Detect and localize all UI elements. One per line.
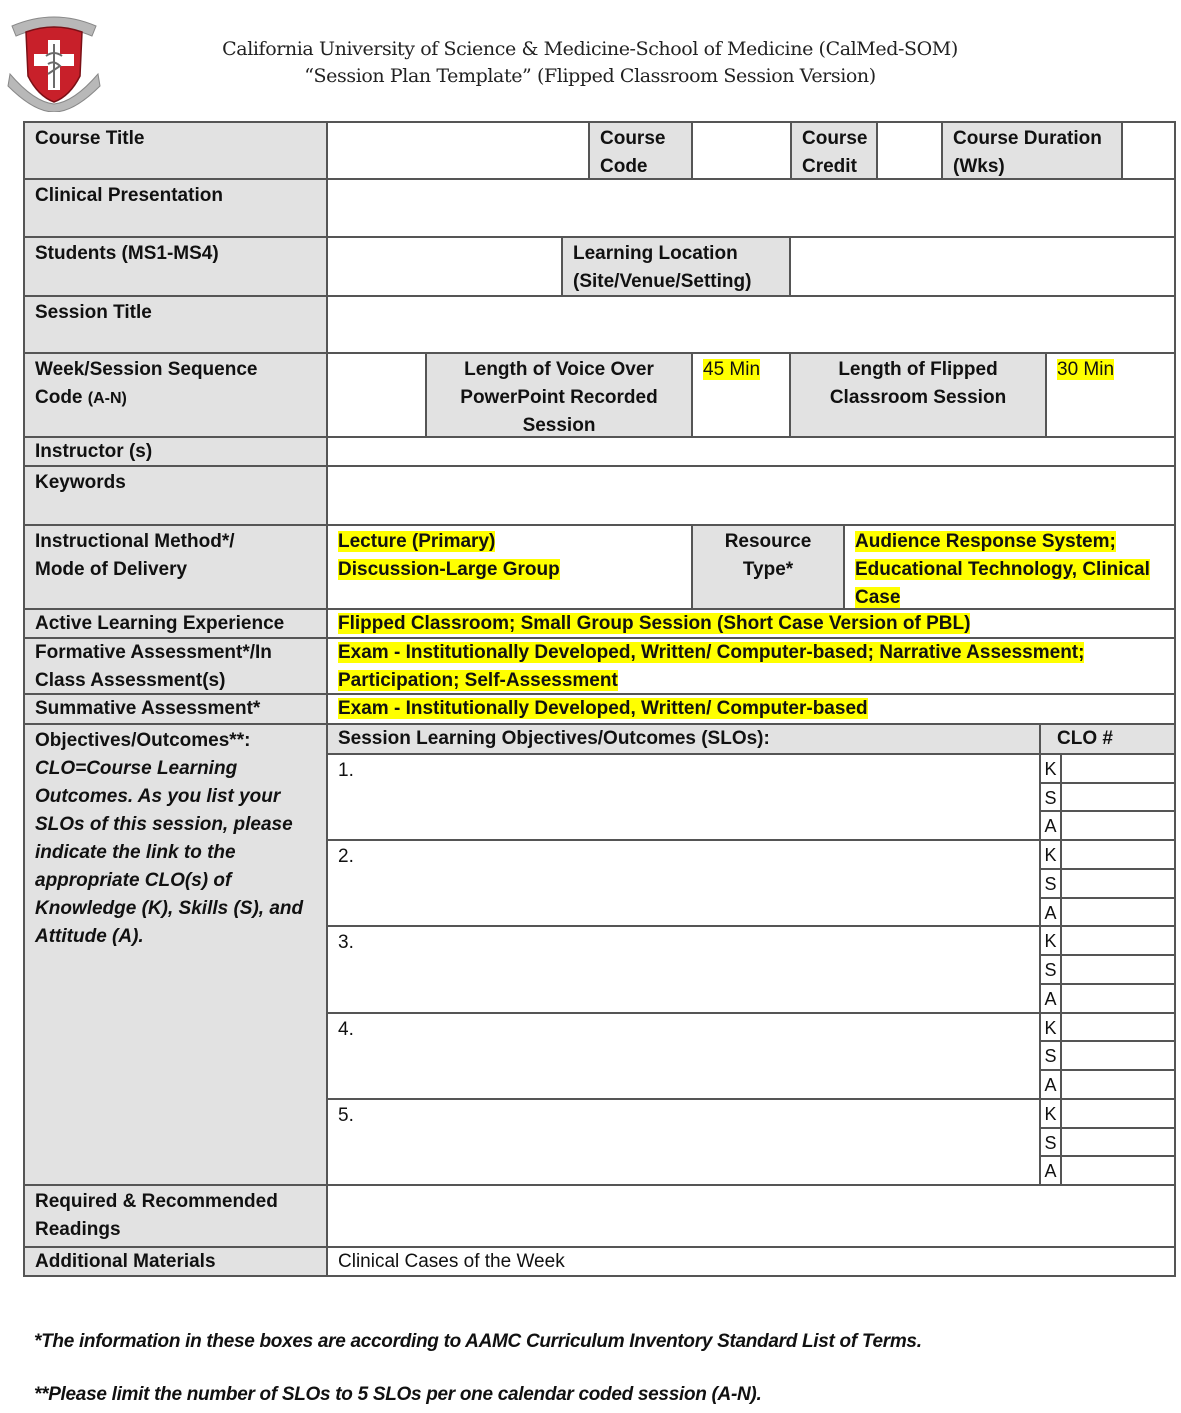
slo-number: 1. — [338, 760, 354, 781]
clo-letter: S — [1039, 1129, 1062, 1158]
slo-number: 2. — [338, 846, 354, 868]
clo-letter: K — [1039, 1014, 1062, 1043]
clo-letter: S — [1039, 870, 1062, 899]
voice-over-length-label — [427, 354, 693, 438]
resource-type-field[interactable] — [845, 526, 1174, 610]
clo-letter: K — [1039, 755, 1062, 784]
clo-number-field[interactable] — [1062, 1042, 1174, 1071]
objectives-note-line: indicate the link to the — [35, 842, 236, 863]
week-session-label — [25, 354, 328, 438]
instructional-method-value-2: Discussion-Large Group — [338, 559, 560, 580]
clinical-presentation-field[interactable] — [328, 180, 1174, 238]
formative-assessment-field[interactable] — [328, 639, 1174, 695]
course-code-field[interactable] — [693, 123, 792, 180]
flipped-length-label — [791, 354, 1047, 438]
session-plan-form — [23, 121, 1176, 1277]
instructional-method-field[interactable] — [328, 526, 693, 610]
summative-assessment-label: Summative Assessment* — [25, 695, 328, 725]
keywords-field[interactable] — [328, 467, 1174, 526]
summative-value: Exam - Institutionally Developed, Written/ Computer-based — [338, 698, 868, 719]
instructor-label: Instructor (s) — [25, 438, 328, 467]
clo-letter: K — [1039, 927, 1062, 956]
clo-letter: A — [1039, 1157, 1062, 1186]
resource-type-label-line2: Type* — [742, 559, 794, 580]
objectives-note-line: Attitude (A). — [35, 926, 144, 947]
objectives-note-line: CLO=Course Learning — [35, 758, 238, 779]
slo-number: 5. — [338, 1104, 354, 1126]
resource-type-label — [693, 526, 845, 610]
footnote-slo-limit: **Please limit the number of SLOs to 5 SLOs per one calendar coded session (A-N). — [34, 1384, 762, 1405]
readings-label-line2: Readings — [35, 1219, 121, 1240]
instructor-field[interactable] — [328, 438, 1174, 467]
flipped-label-line1: Length of Flipped — [838, 359, 998, 380]
formative-label-line1: Formative Assessment*/In — [35, 642, 272, 663]
week-session-code-text: Code — [35, 387, 88, 408]
course-code-label — [590, 123, 693, 180]
objectives-label-title: Objectives/Outcomes**: — [35, 730, 251, 751]
clo-number-field[interactable] — [1062, 870, 1174, 899]
formative-value-1: Exam - Institutionally Developed, Written/ Computer-based; Narrative Assessment; — [338, 642, 1085, 663]
clo-letter: A — [1039, 1071, 1062, 1100]
course-title-field[interactable] — [328, 123, 590, 180]
active-learning-label: Active Learning Experience — [25, 610, 328, 639]
clo-letter: A — [1039, 812, 1062, 841]
clo-number-field[interactable] — [1062, 784, 1174, 813]
readings-label-line1: Required & Recommended — [35, 1191, 278, 1212]
clo-number-field[interactable] — [1062, 1071, 1174, 1100]
objectives-label — [25, 725, 328, 1186]
clo-letter: K — [1039, 841, 1062, 870]
footnote-aamc-terms: *The information in these boxes are according to AAMC Curriculum Inventory Standard List of Terms. — [34, 1331, 922, 1352]
additional-materials-field[interactable]: Clinical Cases of the Week — [338, 1251, 565, 1272]
voice-over-label-line1: Length of Voice Over — [464, 359, 654, 380]
keywords-label: Keywords — [25, 467, 328, 526]
students-label: Students (MS1-MS4) — [25, 238, 328, 297]
course-duration-label — [943, 123, 1123, 180]
learning-location-label — [563, 238, 791, 297]
readings-field[interactable] — [328, 1186, 1174, 1248]
instructional-method-label-line2: Mode of Delivery — [35, 559, 188, 580]
objectives-note-line: appropriate CLO(s) of — [35, 870, 232, 891]
formative-value-2: Participation; Self-Assessment — [338, 670, 618, 691]
resource-type-value-2: Educational Technology, Clinical — [855, 559, 1150, 580]
voice-over-label-line3: Session — [522, 415, 596, 436]
slo-number: 4. — [338, 1018, 354, 1040]
week-session-label-line1: Week/Session Sequence — [35, 359, 258, 380]
clo-letter: A — [1039, 985, 1062, 1014]
students-field[interactable] — [328, 238, 563, 297]
course-duration-label-line1: Course Duration — [953, 128, 1102, 149]
flipped-length-field[interactable] — [1047, 354, 1174, 438]
flipped-length-value: 30 Min — [1057, 359, 1115, 380]
clo-number-field[interactable] — [1062, 812, 1174, 841]
clo-number-field[interactable] — [1062, 841, 1174, 870]
clo-number-field[interactable] — [1062, 1129, 1174, 1158]
active-learning-value: Flipped Classroom; Small Group Session (Short Case Version of PBL) — [338, 613, 971, 634]
readings-label — [25, 1186, 328, 1248]
clo-letter: K — [1039, 1100, 1062, 1129]
course-credit-field[interactable] — [878, 123, 943, 180]
title-line-2: “Session Plan Template” (Flipped Classroom Session Version) — [304, 65, 876, 87]
clo-letter: A — [1039, 899, 1062, 928]
week-session-range: (A-N) — [87, 390, 127, 407]
week-session-field[interactable] — [328, 354, 427, 438]
course-code-label-line1: Course — [600, 128, 666, 149]
voice-over-length-value: 45 Min — [703, 359, 761, 380]
voice-over-label-line2: PowerPoint Recorded — [460, 387, 658, 408]
active-learning-field[interactable] — [328, 610, 1174, 639]
slo-row[interactable] — [328, 841, 1041, 927]
flipped-label-line2: Classroom Session — [829, 387, 1007, 408]
learning-location-label-line1: Learning Location — [573, 243, 738, 264]
slo-row[interactable] — [328, 927, 1041, 1013]
course-title-label: Course Title — [25, 123, 328, 180]
instructional-method-label — [25, 526, 328, 610]
learning-location-field[interactable] — [791, 238, 1174, 297]
instructional-method-value-1: Lecture (Primary) — [338, 531, 496, 552]
slo-row[interactable] — [328, 755, 1041, 841]
session-title-field[interactable] — [328, 297, 1174, 354]
instructional-method-label-line1: Instructional Method*/ — [35, 531, 235, 552]
document-title — [160, 36, 1020, 90]
week-session-label-line2 — [35, 384, 316, 413]
clo-letter: S — [1039, 956, 1062, 985]
clo-number-field[interactable] — [1062, 899, 1174, 928]
university-crest-logo — [4, 4, 104, 112]
session-title-label: Session Title — [25, 297, 328, 354]
clo-number-field[interactable] — [1062, 1157, 1174, 1186]
slo-number: 3. — [338, 932, 354, 954]
formative-label-line2: Class Assessment(s) — [35, 670, 226, 691]
title-line-1: California University of Science & Medicine-School of Medicine (CalMed-SOM) — [222, 38, 958, 60]
clo-letter: S — [1039, 784, 1062, 813]
clo-number-field[interactable] — [1062, 755, 1174, 784]
course-credit-label — [792, 123, 878, 180]
summative-assessment-field[interactable] — [328, 695, 1174, 725]
resource-type-label-line1: Resource — [724, 531, 812, 552]
clo-number-field[interactable] — [1062, 927, 1174, 956]
slo-header: Session Learning Objectives/Outcomes (SLOs): — [328, 725, 1041, 755]
resource-type-value-3: Case — [855, 587, 901, 608]
objectives-note-line: SLOs of this session, please — [35, 814, 293, 835]
document-header — [0, 0, 1181, 115]
course-duration-label-line2: (Wks) — [953, 156, 1005, 177]
objectives-note-line: Outcomes. As you list your — [35, 786, 281, 807]
slo-row[interactable] — [328, 1100, 1041, 1186]
course-code-label-line2: Code — [600, 156, 648, 177]
clo-number-field[interactable] — [1062, 956, 1174, 985]
clo-letter: S — [1039, 1042, 1062, 1071]
course-credit-label-line1: Course — [802, 128, 868, 149]
resource-type-value-1: Audience Response System; — [855, 531, 1116, 552]
clinical-presentation-label: Clinical Presentation — [25, 180, 328, 238]
voice-over-length-field[interactable] — [693, 354, 791, 438]
additional-materials-label: Additional Materials — [25, 1248, 328, 1275]
course-duration-field[interactable] — [1123, 123, 1174, 180]
objectives-note-line: Knowledge (K), Skills (S), and — [35, 898, 304, 919]
formative-assessment-label — [25, 639, 328, 695]
slo-row[interactable] — [328, 1014, 1041, 1100]
clo-number-field[interactable] — [1062, 1100, 1174, 1129]
learning-location-label-line2: (Site/Venue/Setting) — [573, 271, 752, 292]
clo-header: CLO # — [1041, 725, 1174, 755]
clo-number-field[interactable] — [1062, 1014, 1174, 1043]
clo-number-field[interactable] — [1062, 985, 1174, 1014]
course-credit-label-line2: Credit — [802, 156, 857, 177]
